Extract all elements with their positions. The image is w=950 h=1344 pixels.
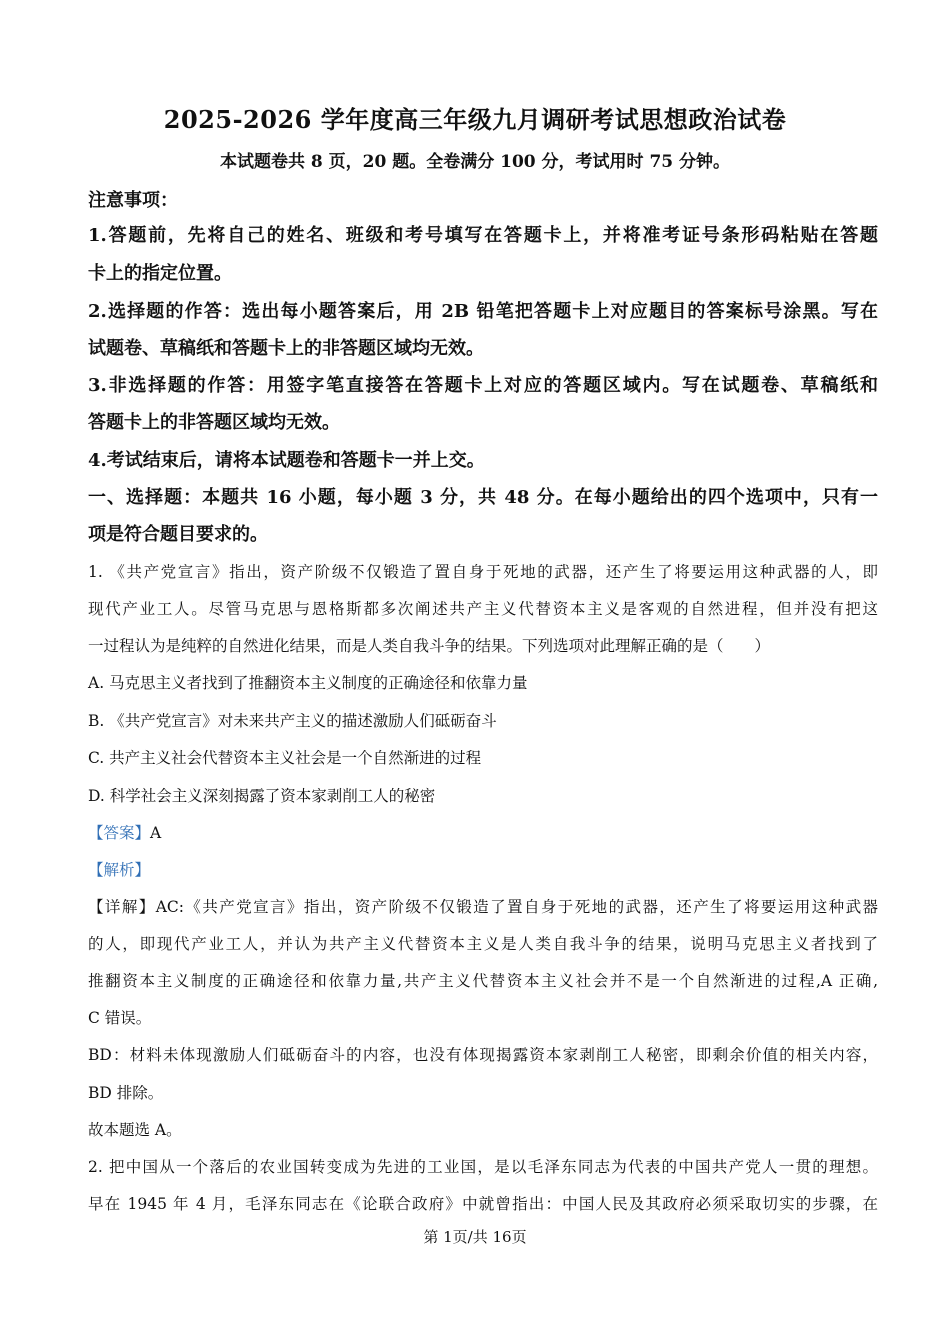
page-title: 2025-2026 学年度高三年级九月调研考试思想政治试卷 [163,105,787,134]
detail-text: AC:《共产党宣言》指出，资产阶级不仅锻造了置自身于死地的武器，还产生了将要运用这种武器 [155,898,878,916]
option-c: C. 共产主义社会代替资本主义社会是一个自然渐进的过程 [88,749,482,767]
detail-tag: 【详解】 [88,898,156,916]
notice-line: 试题卷、草稿纸和答题卡上的非答题区域均无效。 [88,338,484,359]
analysis-tag: 【解析】 [88,861,151,879]
notice-line: 答题卡上的非答题区域均无效。 [88,412,340,433]
answer-tag: 【答案】 [88,824,151,842]
notice-line: 2.选择题的作答：选出每小题答案后，用 2B 铅笔把答题卡上对应题目的答案标号涂黑。写在 [88,301,878,322]
answer-value: A [150,824,162,842]
page-number: 第 1页/共 16页 [423,1228,527,1246]
detail-line: BD 排除。 [88,1084,164,1102]
notice-line: 1.答题前，先将自己的姓名、班级和考号填写在答题卡上，并将准考证号条形码粘贴在答题 [88,225,878,246]
exam-info: 本试题卷共 8 页，20 题。全卷满分 100 分，考试用时 75 分钟。 [219,152,731,172]
detail-line: C 错误。 [88,1009,152,1027]
detail-line: 的人，即现代产业工人，并认为共产主义代替资本主义是人类自我斗争的结果，说明马克思主义者找到了 [88,935,878,953]
section-heading-cont: 项是符合题目要求的。 [88,524,268,545]
section-heading: 一、选择题：本题共 16 小题，每小题 3 分，共 48 分。在每小题给出的四个选项中，只有一 [88,487,878,508]
option-a: A. 马克思主义者找到了推翻资本主义制度的正确途径和依靠力量 [88,674,528,692]
notice-line: 3.非选择题的作答：用签字笔直接答在答题卡上对应的答题区域内。写在试题卷、草稿纸和 [88,375,878,396]
option-d: D. 科学社会主义深刻揭露了资本家剥削工人的秘密 [88,787,436,805]
notice-line: 卡上的指定位置。 [88,263,232,284]
detail-line: 推翻资本主义制度的正确途径和依靠力量,共产主义代替资本主义社会并不是一个自然渐进的过程,A 正确, [88,972,878,990]
option-b: B. 《共产党宣言》对未来共产主义的描述激励人们砥砺奋斗 [88,712,497,730]
notice-line: 4.考试结束后，请将本试题卷和答题卡一并上交。 [88,450,485,471]
analysis-line [88,858,878,880]
conclusion-line: 故本题选 A。 [88,1121,182,1139]
question-stem: 2. 把中国从一个落后的农业国转变成为先进的工业国，是以毛泽东同志为代表的中国共产党人一贯的理想。 [88,1158,878,1176]
question-stem: 1. 《共产党宣言》指出，资产阶级不仅锻造了置自身于死地的武器，还产生了将要运用这种武器的人，即 [88,563,878,581]
question-stem: 一过程认为是纯粹的自然进化结果，而是人类自我斗争的结果。下列选项对此理解正确的是（ ） [88,637,771,655]
detail-line: BD：材料未体现激励人们砥砺奋斗的内容，也没有体现揭露资本家剥削工人秘密，即剩余价值的相关内容， [88,1046,878,1064]
detail-line [88,895,878,917]
question-stem: 现代产业工人。尽管马克思与恩格斯都多次阐述共产主义代替资本主义是客观的自然进程，但并没有把这 [88,600,878,618]
answer-line [88,821,878,843]
question-stem: 早在 1945 年 4 月，毛泽东同志在《论联合政府》中就曾指出：中国人民及其政府必须采取切实的步骤，在 [88,1195,878,1213]
notice-heading: 注意事项： [88,190,178,211]
